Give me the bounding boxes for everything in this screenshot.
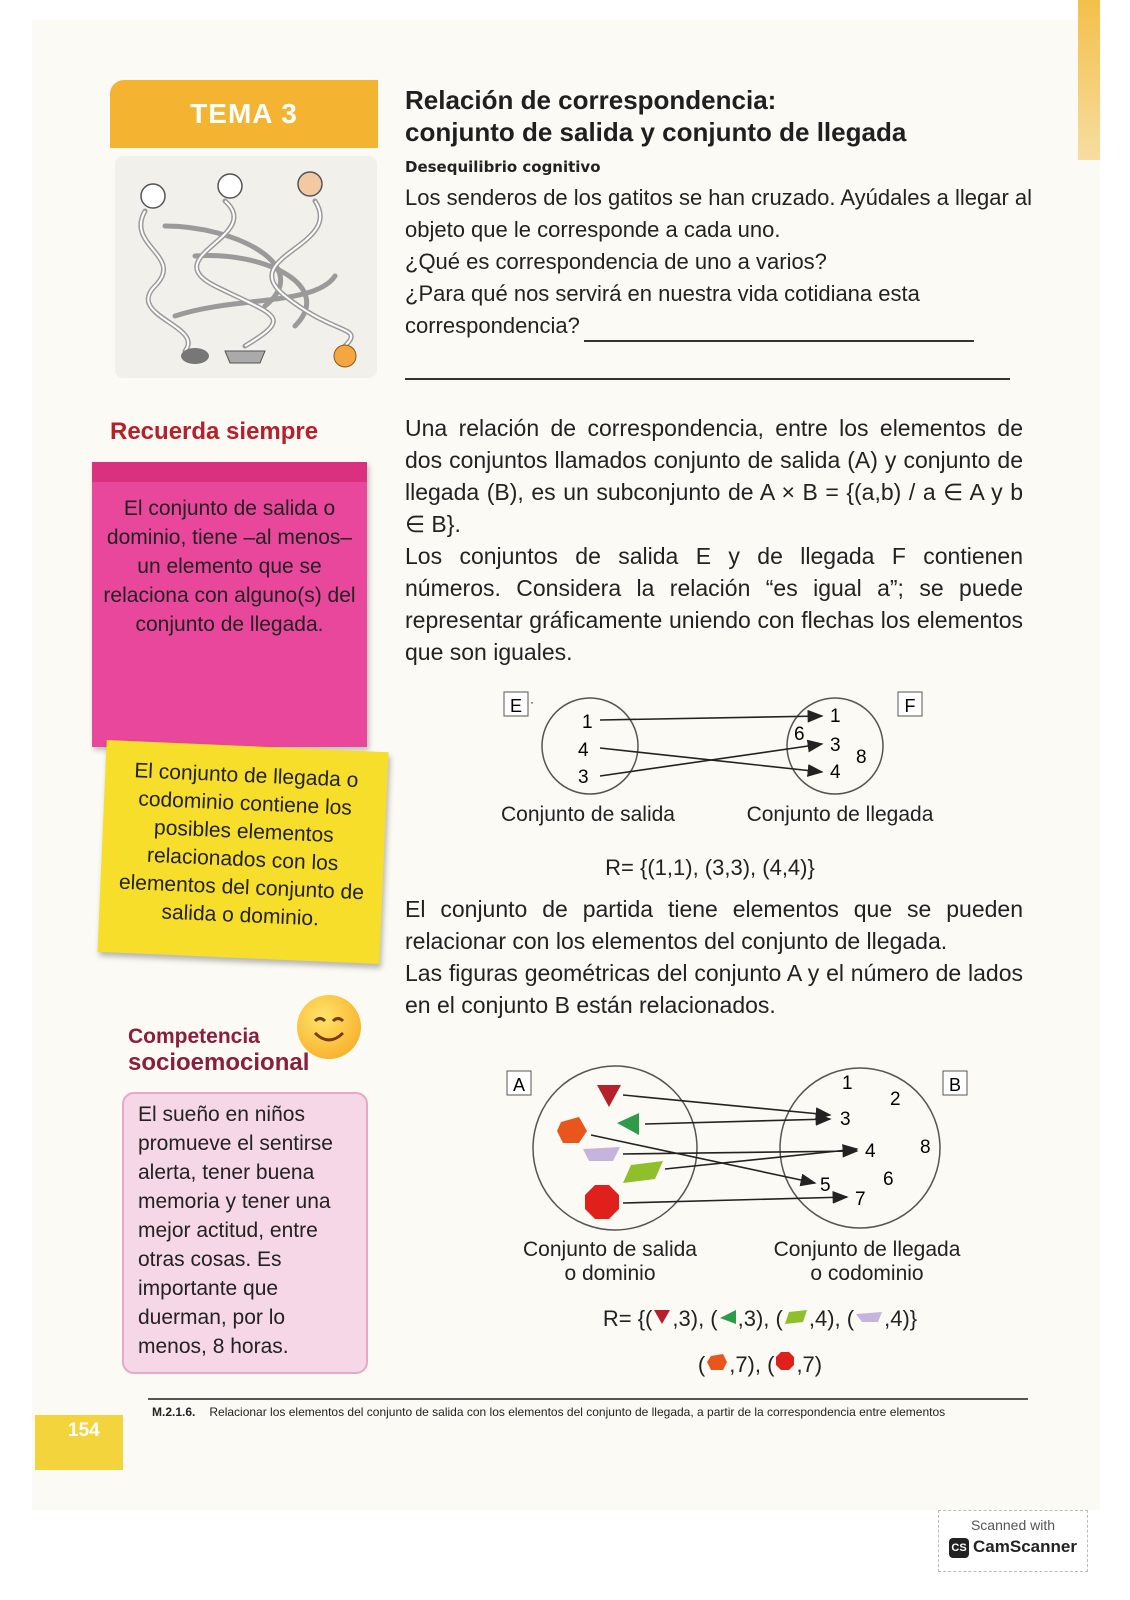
set-b-element: 3 [840, 1109, 851, 1130]
tema-badge [110, 80, 378, 148]
relation-2b-text: ( [697, 1352, 706, 1377]
triangle-left-icon [617, 1113, 639, 1135]
arrow-octagon-to-7 [623, 1197, 847, 1203]
watermark-line-1: Scanned with [970, 1517, 1056, 1533]
pentagon-icon [705, 1352, 729, 1372]
competencia-line-1: Competencia [128, 1025, 260, 1048]
figures-paragraph: Las figuras geométricas del conjunto A y el número de lados en el conjunto B están relacionados. [405, 960, 1023, 1018]
svg-text:·: · [530, 695, 534, 709]
relation-1: R= {(1,1), (3,3), (4,4)} [605, 855, 815, 880]
diagram2-right-caption-2: o codominio [810, 1262, 924, 1285]
partida-paragraph: El conjunto de partida tiene elementos que se pueden relacionar con los elementos del conjunto de llegada. [405, 896, 1023, 954]
diagram2-left-caption-2: o dominio [564, 1262, 656, 1285]
cat-icon-2 [218, 174, 242, 198]
definition-paragraph: Una relación de correspondencia, entre los elementos de dos conjuntos llamados conjunto de salida (A) y conjunto de llegada (B), es un subconjunto de A × B = {(a,b) / a ∈ A y b ∈ B}. [405, 415, 1023, 537]
intro-question-2-text: ¿Para qué nos servirá en nuestra vida cotidiana esta correspondencia? [405, 281, 920, 338]
recuerda-heading: Recuerda siempre [110, 418, 319, 445]
sleep-note [122, 1092, 368, 1374]
set-b-element: 4 [865, 1141, 876, 1162]
header-block [405, 84, 1055, 342]
set-e-element: 3 [578, 767, 589, 788]
footer-code: M.2.1.6. [152, 1405, 196, 1419]
triangle-left-icon [718, 1308, 738, 1326]
partida-text [405, 893, 1023, 1021]
cat-icon-3 [298, 172, 322, 196]
trapezoid-icon [583, 1147, 620, 1161]
arrow-triangle-to-3 [623, 1095, 830, 1115]
tema-label: TEMA 3 [190, 98, 298, 129]
set-a-label: A [512, 1075, 526, 1095]
yarn-icon [334, 345, 356, 367]
set-b-label: B [948, 1075, 962, 1095]
trapezoid-icon [854, 1308, 884, 1326]
rhombus-icon [623, 1161, 663, 1183]
watermark-line-2: CamScanner [973, 1537, 1077, 1556]
set-b-element: 2 [890, 1089, 901, 1110]
triangle-down-icon [597, 1085, 621, 1107]
relation-2b-text: ,7), ( [729, 1352, 775, 1377]
footer-divider [148, 1398, 1028, 1400]
relation-2-text: ,3), ( [672, 1306, 718, 1331]
triangle-down-icon [652, 1308, 672, 1326]
intro-question-2 [405, 278, 1055, 342]
set-b-element: 8 [920, 1137, 931, 1158]
yellow-sticky-note [98, 740, 389, 964]
set-b-element: 1 [842, 1073, 853, 1094]
arrow-1-to-1 [600, 716, 822, 720]
octagon-icon [585, 1185, 619, 1219]
answer-line[interactable] [405, 378, 1010, 380]
diagram2-right-caption [752, 1238, 982, 1286]
set-b-element: 6 [883, 1169, 894, 1190]
set-e-element: 1 [582, 712, 593, 733]
relation-2-text: R= {( [602, 1306, 653, 1331]
yellow-note-text: El conjunto de llegada o codominio contiene los posibles elementos relacionados con los elementos del conjunto de salida o dominio. [118, 759, 365, 931]
cat-icon-1 [141, 184, 165, 208]
title-line-1: Relación de correspondencia: [405, 85, 777, 115]
intro-text [405, 182, 1055, 342]
footer [152, 1405, 1032, 1420]
watermark-brand [939, 1537, 1087, 1558]
relation-2b-text: ,7) [796, 1352, 823, 1377]
pink-note-text: El conjunto de salida o dominio, tiene –al menos– un elemento que se relaciona con alguno(s) del conjunto de llegada. [103, 497, 356, 636]
diagram-numbers [500, 688, 950, 803]
diagram1-left-caption: Conjunto de salida [501, 803, 675, 826]
set-b-element: 5 [820, 1175, 831, 1196]
set-f-element: 8 [856, 747, 867, 768]
maze-illustration [115, 156, 377, 378]
set-e-element: 4 [578, 740, 589, 761]
set-b-element: 7 [855, 1189, 866, 1210]
relation-2-continued [560, 1350, 960, 1378]
octagon-icon [774, 1350, 796, 1372]
competencia-heading [128, 1025, 309, 1077]
pentagon-icon [557, 1117, 587, 1143]
camscanner-watermark [938, 1510, 1088, 1572]
page-title [405, 84, 1055, 148]
relation-2 [560, 1306, 960, 1332]
sleep-note-text: El sueño en niños promueve el sentirse alerta, tener buena memoria y tener una mejor actitud, entre otras cosas. Es importante que duerman, por lo menos, 8 horas. [138, 1103, 333, 1358]
page-number: 154 [68, 1420, 100, 1441]
set-f-element: 4 [830, 762, 841, 783]
subtitle: Desequilibrio cognitivo [405, 158, 601, 176]
rhombus-icon [783, 1308, 809, 1326]
bowl-icon [225, 351, 265, 363]
diagram2-right-caption-1: Conjunto de llegada [773, 1238, 961, 1261]
intro-paragraph-1: Los senderos de los gatitos se han cruzado. Ayúdales a llegar al objeto que le corresponde a cada uno. [405, 185, 1032, 242]
relation-2-text: ,4)} [884, 1306, 918, 1331]
answer-blank[interactable] [584, 318, 974, 342]
footer-text: Relacionar los elementos del conjunto de salida con los elementos del conjunto de llegada, a partir de la correspondencia entre elementos [209, 1405, 946, 1419]
set-f-label: F [904, 696, 916, 716]
mouse-icon [181, 348, 209, 364]
diagram1-right-caption: Conjunto de llegada [746, 803, 934, 826]
set-f-element: 3 [830, 735, 841, 756]
diagram2-left-caption [505, 1238, 715, 1286]
relation-2-text: ,3), ( [737, 1306, 783, 1331]
numbers-paragraph: Los conjuntos de salida E y de llegada F contienen números. Considera la relación “es igual a”; se puede representar gráficamente uniendo con flechas los elementos que son iguales. [405, 543, 1023, 665]
title-line-2: conjunto de salida y conjunto de llegada [405, 117, 907, 147]
intro-question-1: ¿Qué es correspondencia de uno a varios? [405, 249, 827, 274]
set-f-element: 6 [794, 724, 805, 745]
competencia-line-2: socioemocional [128, 1049, 310, 1076]
page-edge-tab [1078, 0, 1100, 160]
pink-sticky-note [92, 462, 367, 747]
diagram-shapes [505, 1065, 985, 1240]
set-e-label: E [509, 696, 523, 716]
set-f-element: 1 [830, 706, 841, 727]
definition-text [405, 412, 1023, 668]
diagram2-left-caption-1: Conjunto de salida [523, 1238, 697, 1261]
relation-2-text: ,4), ( [808, 1306, 855, 1331]
note-strip [92, 462, 367, 482]
camscanner-logo-icon: CS [949, 1538, 969, 1558]
arrow-triangle2-to-3 [645, 1119, 830, 1124]
